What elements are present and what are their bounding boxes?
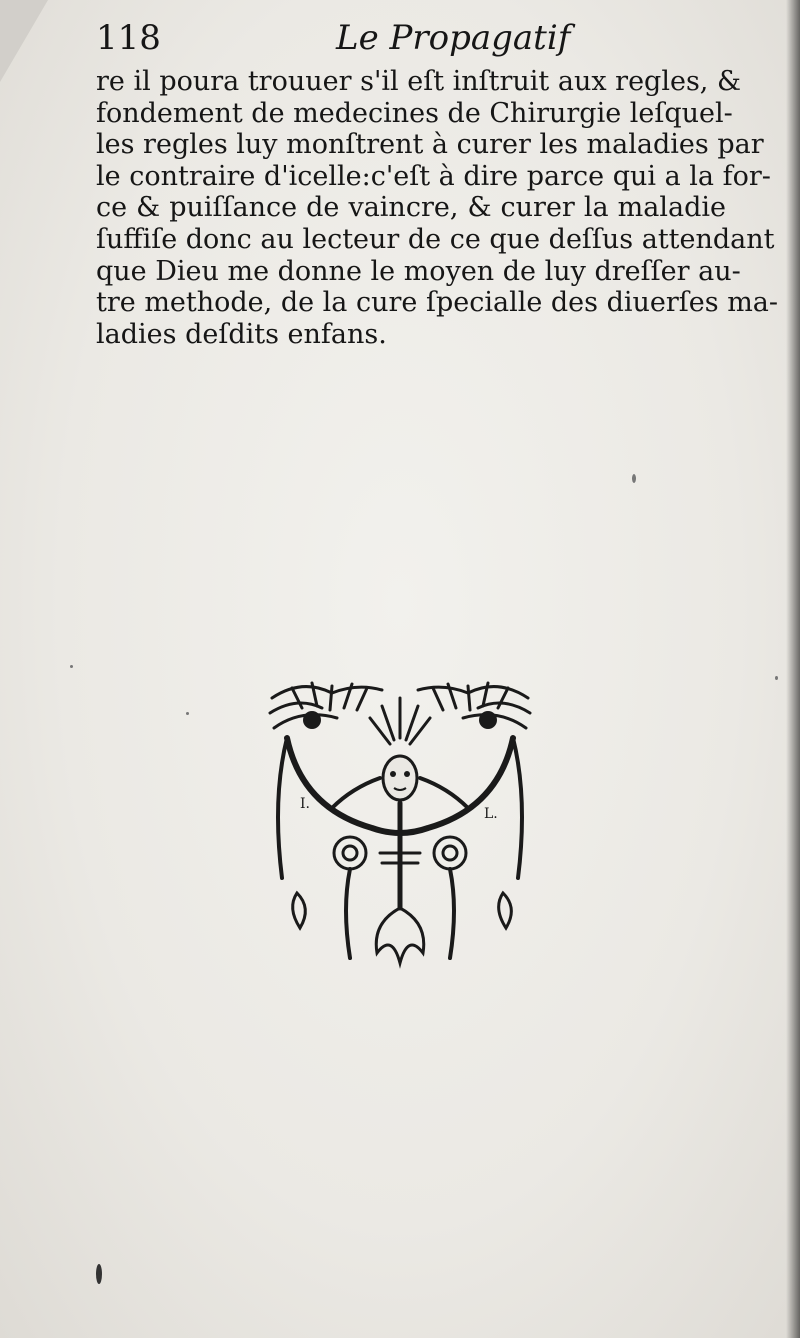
text-line: tre methode, de la cure ſpecialle des diuerſes ma- — [96, 287, 779, 319]
woodcut-ornament-icon — [262, 678, 538, 970]
paper-speck — [96, 1264, 102, 1284]
page-number: 118 — [96, 18, 161, 58]
paper-speck — [775, 676, 778, 680]
ornament-letter-left: I. — [300, 796, 310, 812]
paper-speck — [70, 665, 73, 668]
text-line: re il poura trouuer s'il eſt inſtruit aux regles, & — [96, 66, 741, 97]
body-text — [96, 66, 779, 350]
folded-corner — [0, 0, 48, 82]
text-line: le contraire d'icelle:c'eſt à dire parce qui a la for- — [96, 160, 771, 192]
text-line: les regles luy monſtrent à curer les maladies par — [96, 129, 764, 161]
text-line: fondement de medecines de Chirurgie leſquel- — [96, 97, 733, 129]
ornament-letter-right: L. — [484, 806, 498, 822]
paper-speck — [186, 712, 189, 715]
page-header — [96, 10, 726, 66]
page-edge-shadow — [786, 0, 800, 1338]
paper-speck — [632, 474, 636, 483]
text-line: ladies deſdits enfans. — [96, 318, 387, 350]
text-line: que Dieu me donne le moyen de luy dreſſer au- — [96, 255, 741, 287]
running-title: Le Propagatif — [336, 18, 571, 58]
text-line: ſuffiſe donc au lecteur de ce que deſſus attendant — [96, 223, 775, 255]
text-line: ce & puiſſance de vaincre, & curer la maladie — [96, 192, 726, 224]
